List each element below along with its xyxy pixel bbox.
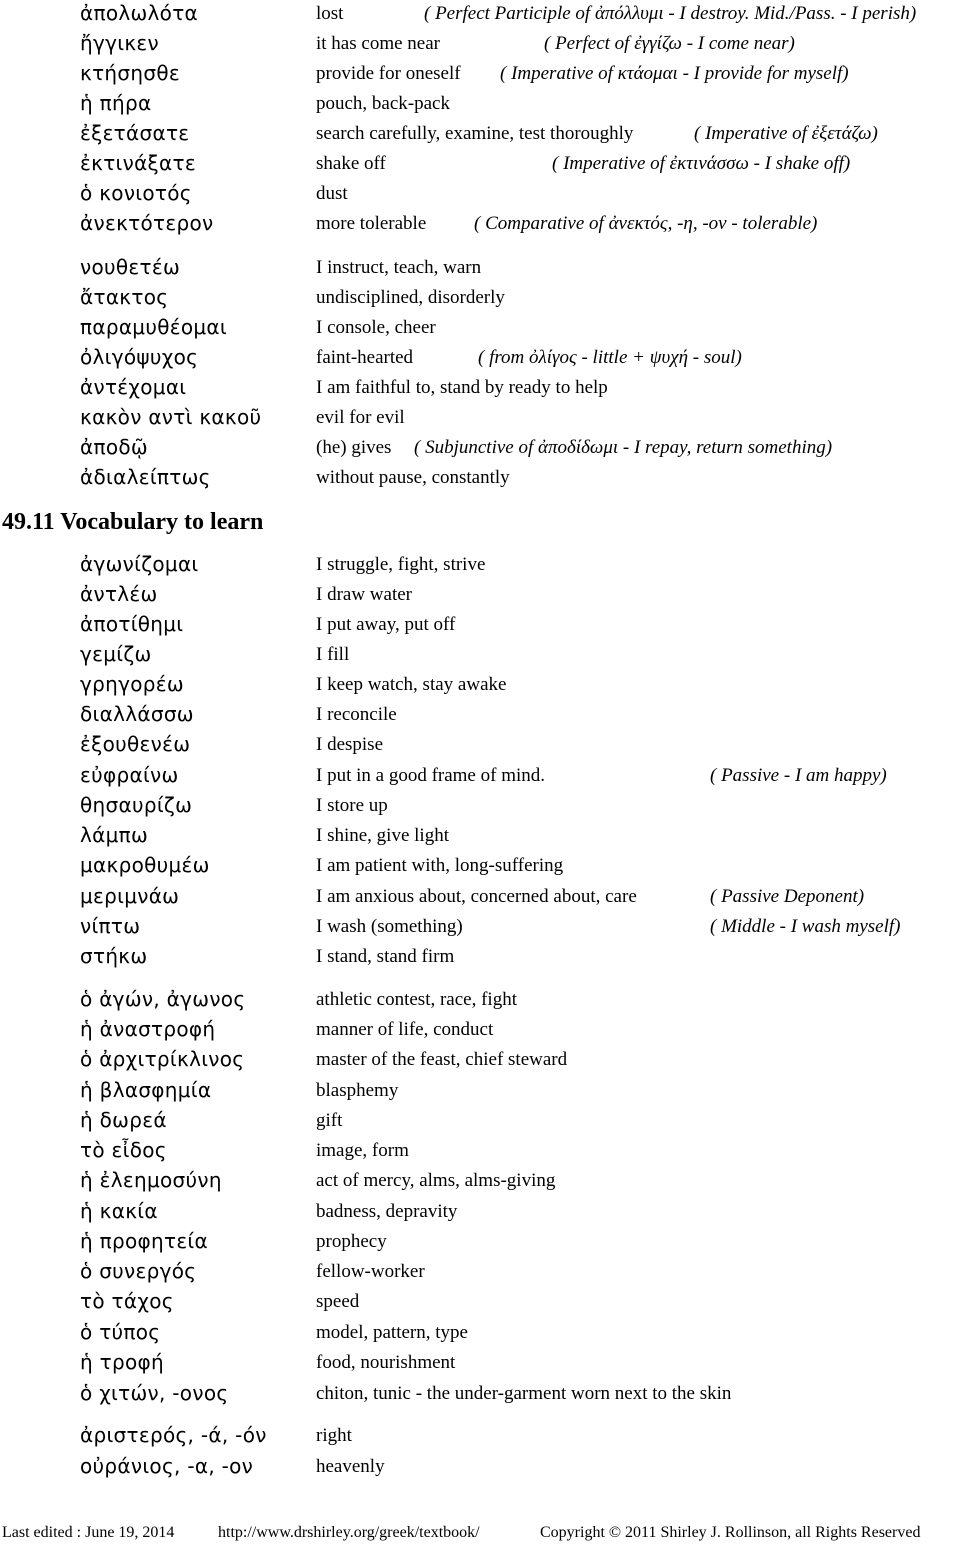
english-gloss: manner of life, conduct: [316, 1019, 494, 1040]
vocab-row: [0, 762, 960, 792]
vocab-row: [0, 314, 960, 344]
greek-term: γρηγορέω: [80, 672, 184, 696]
greek-term: ὁ ἀρχιτρίκλινος: [80, 1047, 245, 1071]
vocab-row: [0, 434, 960, 464]
vocab-row: [0, 464, 960, 494]
english-gloss: image, form: [316, 1140, 409, 1161]
english-gloss: without pause, constantly: [316, 467, 510, 488]
grammar-note: ( Subjunctive of ἀποδίδωμι - I repay, return something): [414, 437, 833, 458]
english-gloss: act of mercy, alms, alms-giving: [316, 1170, 556, 1191]
vocab-row: [0, 1453, 960, 1483]
vocab-row: [0, 1107, 960, 1137]
english-gloss: I instruct, teach, warn: [316, 257, 482, 278]
greek-term: διαλλάσσω: [80, 702, 194, 726]
english-gloss: I console, cheer: [316, 317, 436, 338]
english-gloss: more tolerable: [316, 213, 427, 234]
vocab-row: [0, 120, 960, 150]
vocab-row: [0, 1167, 960, 1197]
english-gloss: I am anxious about, concerned about, care: [316, 886, 637, 907]
greek-term: τὸ εἶδος: [80, 1138, 167, 1162]
grammar-note: ( Imperative of ἐξετάζω): [694, 123, 878, 144]
greek-term: ἀδιαλείπτως: [80, 465, 211, 489]
greek-term: θησαυρίζω: [80, 793, 193, 817]
greek-term: ἡ πήρα: [80, 91, 152, 115]
english-gloss: it has come near: [316, 33, 440, 54]
english-gloss: search carefully, examine, test thoroughly: [316, 123, 634, 144]
vocab-row: [0, 210, 960, 240]
vocab-row: [0, 1077, 960, 1107]
grammar-note: ( Imperative of ἐκτινάσσω - I shake off): [552, 153, 851, 174]
vocab-row: [0, 0, 960, 30]
greek-term: ὁ τύπος: [80, 1320, 161, 1344]
english-gloss: chiton, tunic - the under-garment worn next to the skin: [316, 1383, 732, 1404]
vocab-row: [0, 344, 960, 374]
greek-term: μεριμνάω: [80, 884, 180, 908]
grammar-note: ( Passive Deponent): [710, 886, 865, 907]
greek-term: ἀριστερός, -ά, -όν: [80, 1423, 267, 1447]
english-gloss: (he) gives: [316, 437, 392, 458]
greek-term: νουθετέω: [80, 255, 181, 279]
greek-term: ἡ τροφή: [80, 1350, 164, 1374]
vocab-row: [0, 1288, 960, 1318]
greek-term: στήκω: [80, 944, 148, 968]
vocab-row: [0, 551, 960, 581]
footer-url-link[interactable]: http://www.drshirley.org/greek/textbook/: [218, 1524, 480, 1541]
english-gloss: food, nourishment: [316, 1352, 456, 1373]
english-gloss: right: [316, 1425, 352, 1446]
english-gloss: I am patient with, long-suffering: [316, 855, 564, 876]
grammar-note: ( Passive - I am happy): [710, 765, 887, 786]
vocab-row: [0, 254, 960, 284]
greek-term: κακὸν αντὶ κακοῦ: [80, 405, 262, 429]
greek-term: ἡ προφητεία: [80, 1229, 208, 1253]
vocab-row: [0, 1016, 960, 1046]
greek-term: ἐξετάσατε: [80, 121, 190, 145]
english-gloss: provide for oneself: [316, 63, 461, 84]
english-gloss: undisciplined, disorderly: [316, 287, 505, 308]
greek-term: ἡ ἐλεημοσύνη: [80, 1168, 222, 1192]
vocab-row: [0, 611, 960, 641]
vocab-row: [0, 1319, 960, 1349]
vocab-row: [0, 1198, 960, 1228]
greek-term: κτήσησθε: [80, 61, 180, 85]
greek-term: μακροθυμέω: [80, 853, 210, 877]
greek-term: οὐράνιος, -α, -ον: [80, 1454, 254, 1478]
vocab-row: [0, 883, 960, 913]
english-gloss: pouch, back-pack: [316, 93, 450, 114]
english-gloss: I keep watch, stay awake: [316, 674, 507, 695]
vocab-row: [0, 90, 960, 120]
greek-term: ὀλιγόψυχος: [80, 345, 199, 369]
greek-term: ἀντλέω: [80, 582, 158, 606]
greek-term: ὁ χιτών, -ονος: [80, 1381, 229, 1405]
vocab-row: [0, 1228, 960, 1258]
vocab-row: [0, 374, 960, 404]
greek-term: ὁ συνεργός: [80, 1259, 197, 1283]
vocab-row: [0, 641, 960, 671]
greek-term: ἀπολωλότα: [80, 1, 199, 25]
vocab-row: [0, 30, 960, 60]
english-gloss: I store up: [316, 795, 388, 816]
greek-term: εὐφραίνω: [80, 763, 179, 787]
greek-term: λάμπω: [80, 823, 149, 847]
greek-term: ὁ κονιοτός: [80, 181, 192, 205]
english-gloss: I draw water: [316, 584, 413, 605]
vocab-row: [0, 150, 960, 180]
greek-term: ἡ δωρεά: [80, 1108, 167, 1132]
grammar-note: ( Perfect Participle of ἀπόλλυμι - I destroy. Mid./Pass. - I perish): [424, 3, 917, 24]
english-gloss: athletic contest, race, fight: [316, 989, 517, 1010]
greek-term: νίπτω: [80, 914, 141, 938]
english-gloss: gift: [316, 1110, 343, 1131]
grammar-note: ( Perfect of ἐγγίζω - I come near): [544, 33, 795, 54]
vocab-row: [0, 1046, 960, 1076]
vocab-row: [0, 1137, 960, 1167]
greek-term: ἀνεκτότερον: [80, 211, 214, 235]
vocab-row: [0, 284, 960, 314]
vocab-row: [0, 1380, 960, 1410]
english-gloss: badness, depravity: [316, 1201, 458, 1222]
greek-term: ἀποδῷ: [80, 435, 148, 459]
vocab-row: [0, 852, 960, 882]
english-gloss: speed: [316, 1291, 360, 1312]
english-gloss: I put away, put off: [316, 614, 456, 635]
vocab-row: [0, 986, 960, 1016]
vocab-row: [0, 1258, 960, 1288]
english-gloss: heavenly: [316, 1456, 385, 1477]
english-gloss: I despise: [316, 734, 384, 755]
greek-term: ἐκτινάξατε: [80, 151, 196, 175]
english-gloss: model, pattern, type: [316, 1322, 468, 1343]
greek-term: ἡ ἀναστροφή: [80, 1017, 216, 1041]
greek-term: ἀντέχομαι: [80, 375, 187, 399]
greek-term: γεμίζω: [80, 642, 152, 666]
grammar-note: ( Comparative of ἀνεκτός, -η, -ον - tolerable): [474, 213, 818, 234]
vocab-row: [0, 671, 960, 701]
english-gloss: evil for evil: [316, 407, 405, 428]
english-gloss: fellow-worker: [316, 1261, 425, 1282]
vocab-row: [0, 943, 960, 973]
english-gloss: I reconcile: [316, 704, 397, 725]
section-heading: 49.11 Vocabulary to learn: [2, 509, 264, 535]
english-gloss: I shine, give light: [316, 825, 449, 846]
greek-term: ἐξουθενέω: [80, 732, 191, 756]
footer-last-edited: Last edited : June 19, 2014: [2, 1524, 175, 1541]
greek-term: ἤγγικεν: [80, 31, 159, 55]
greek-term: ἡ κακία: [80, 1199, 158, 1223]
vocab-row: [0, 731, 960, 761]
english-gloss: I stand, stand firm: [316, 946, 455, 967]
greek-term: ὁ ἀγών, ἀγωνος: [80, 987, 246, 1011]
english-gloss: prophecy: [316, 1231, 387, 1252]
vocab-row: [0, 404, 960, 434]
english-gloss: blasphemy: [316, 1080, 399, 1101]
greek-term: τὸ τάχος: [80, 1289, 174, 1313]
grammar-note: ( Imperative of κτάομαι - I provide for myself): [500, 63, 849, 84]
english-gloss: faint-hearted: [316, 347, 414, 368]
vocab-row: [0, 1422, 960, 1452]
greek-term: ἡ βλασφημία: [80, 1078, 212, 1102]
english-gloss: I fill: [316, 644, 350, 665]
greek-term: ἀποτίθημι: [80, 612, 184, 636]
english-gloss: lost: [316, 3, 344, 24]
vocab-row: [0, 792, 960, 822]
english-gloss: master of the feast, chief steward: [316, 1049, 568, 1070]
greek-term: ἄτακτος: [80, 285, 169, 309]
greek-term: παραμυθέομαι: [80, 315, 227, 339]
vocab-row: [0, 822, 960, 852]
footer-copyright: Copyright © 2011 Shirley J. Rollinson, all Rights Reserved: [540, 1524, 921, 1541]
vocab-row: [0, 701, 960, 731]
vocab-row: [0, 581, 960, 611]
english-gloss: shake off: [316, 153, 386, 174]
english-gloss: I wash (something): [316, 916, 463, 937]
vocab-row: [0, 1349, 960, 1379]
english-gloss: I am faithful to, stand by ready to help: [316, 377, 608, 398]
english-gloss: I struggle, fight, strive: [316, 554, 486, 575]
vocab-row: [0, 60, 960, 90]
grammar-note: ( from ὀλίγος - little + ψυχή - soul): [478, 347, 742, 368]
vocab-row: [0, 913, 960, 943]
english-gloss: I put in a good frame of mind.: [316, 765, 546, 786]
greek-term: ἀγωνίζομαι: [80, 552, 199, 576]
grammar-note: ( Middle - I wash myself): [710, 916, 901, 937]
english-gloss: dust: [316, 183, 348, 204]
vocab-row: [0, 180, 960, 210]
